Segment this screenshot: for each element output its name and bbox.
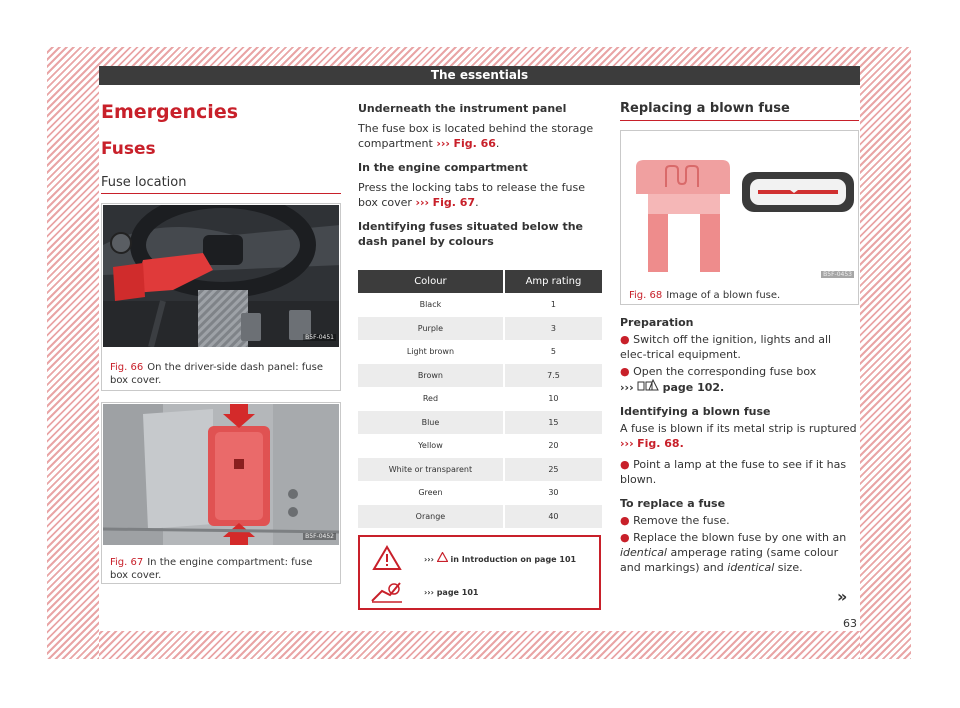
figure-67 — [101, 402, 341, 584]
heading-rule — [620, 120, 859, 121]
warning-triangle-icon — [372, 545, 402, 571]
caption-text: On the driver-side dash panel: fuse box cover. — [110, 362, 323, 386]
cross-reference-arrows: ››› — [415, 196, 430, 209]
cell-amp: 30 — [504, 481, 602, 505]
paragraph-text: Press the locking tabs to release the fuse box cover — [358, 181, 586, 209]
bullet-icon: ● — [620, 333, 630, 346]
table-row — [358, 364, 602, 388]
subheading-identify-blown-fuse: Identifying a blown fuse — [620, 405, 771, 418]
bullet-icon: ● — [620, 458, 630, 471]
heading-fuse-location: Fuse location — [101, 175, 187, 190]
cell-amp: 7.5 — [504, 364, 602, 388]
cell-colour: Yellow — [358, 434, 504, 458]
list-item-text: amperage rating (same colour and markings) and — [620, 546, 839, 574]
table-row — [358, 293, 602, 317]
blown-fuse-image — [622, 132, 857, 284]
dash-panel-image — [103, 205, 339, 347]
table-row — [358, 458, 602, 482]
heading-fuses: Fuses — [101, 139, 156, 159]
cross-reference-arrows: ››› — [436, 137, 450, 150]
engine-compartment-illustration — [103, 404, 339, 545]
bullet-icon: ● — [620, 365, 630, 378]
cell-colour: Brown — [358, 364, 504, 388]
caption-text: In the engine compartment: fuse box cover. — [110, 557, 313, 581]
reference-notice-box — [358, 535, 601, 610]
warning-small-icon — [437, 552, 448, 562]
list-item-text: Open the corresponding fuse box — [633, 365, 817, 378]
paragraph-text: The fuse box is located behind the storage compartment — [358, 122, 594, 150]
cell-colour: Red — [358, 387, 504, 411]
border-hatch-right — [860, 47, 911, 659]
figure-number: Fig. 66 — [110, 362, 144, 373]
page-number: 63 — [843, 617, 857, 630]
figure-number: Fig. 68 — [629, 290, 663, 301]
figure-caption — [110, 361, 330, 387]
dash-panel-illustration — [103, 205, 339, 347]
list-item-text: size. — [777, 561, 803, 574]
cell-amp: 40 — [504, 505, 602, 529]
figure-caption — [629, 289, 780, 302]
table-header-row — [358, 270, 602, 293]
figure-code: B5F-0453 — [823, 271, 852, 278]
paragraph-instrument-panel: The fuse box is located behind the storage compartment ››› Fig. 66. — [358, 122, 594, 150]
column-header-colour: Colour — [358, 270, 504, 293]
table-row — [358, 340, 602, 364]
emphasis-text: identical — [727, 561, 775, 574]
list-item-text: Switch off the ignition, lights and all elec-trical equipment. — [620, 333, 832, 361]
figure-68 — [620, 130, 859, 305]
link-fig-67[interactable]: Fig. 67 — [432, 196, 476, 209]
list-item-text: Point a lamp at the fuse to see if it has blown. — [620, 458, 847, 486]
link-page-102[interactable]: page 102. — [662, 381, 725, 394]
column-middle — [358, 101, 602, 249]
fuse-colour-table — [358, 270, 602, 528]
border-hatch-top — [47, 47, 911, 66]
figure-caption — [110, 556, 330, 582]
cell-amp: 5 — [504, 340, 602, 364]
border-hatch-bottom — [47, 631, 911, 659]
figure-code: B5F-0452 — [305, 533, 334, 540]
emphasis-text: identical — [620, 546, 667, 559]
heading-rule — [101, 193, 341, 194]
cell-colour: Light brown — [358, 340, 504, 364]
subheading-preparation: Preparation — [620, 316, 694, 329]
cross-reference-arrows: ››› — [620, 381, 634, 394]
chapter-header: The essentials — [99, 66, 860, 85]
engine-compartment-image — [103, 404, 339, 545]
cell-colour: Green — [358, 481, 504, 505]
cell-colour: Black — [358, 293, 504, 317]
cross-reference-arrows: ››› — [424, 588, 434, 597]
blown-fuse-illustration — [622, 132, 857, 284]
list-item — [620, 364, 860, 395]
cell-colour: Purple — [358, 317, 504, 341]
cross-reference-arrows: ››› — [424, 555, 434, 564]
note-reference[interactable] — [424, 588, 478, 597]
column-header-amp-rating: Amp rating — [504, 270, 602, 293]
list-item-text: Replace the blown fuse by one with an — [633, 531, 847, 544]
subheading-instrument-panel: Underneath the instrument panel — [358, 102, 567, 115]
cell-colour: Blue — [358, 411, 504, 435]
figure-66 — [101, 203, 341, 391]
warning-reference[interactable] — [424, 552, 576, 564]
cell-colour: Orange — [358, 505, 504, 529]
bullet-icon: ● — [620, 514, 630, 527]
heading-replacing-blown-fuse: Replacing a blown fuse — [620, 101, 790, 116]
list-item — [620, 513, 860, 528]
cell-amp: 25 — [504, 458, 602, 482]
list-item — [620, 530, 860, 575]
border-hatch-left — [47, 47, 99, 659]
bullet-icon: ● — [620, 531, 630, 544]
link-fig-68[interactable]: Fig. 68. — [637, 437, 684, 450]
list-item-text: Remove the fuse. — [633, 514, 730, 527]
table-row — [358, 317, 602, 341]
heading-emergencies: Emergencies — [101, 101, 239, 123]
link-fig-66[interactable]: Fig. 66 — [453, 137, 496, 150]
caption-text: Image of a blown fuse. — [666, 290, 781, 301]
cell-amp: 1 — [504, 293, 602, 317]
cell-amp: 15 — [504, 411, 602, 435]
figure-number: Fig. 67 — [110, 557, 144, 568]
table-row — [358, 434, 602, 458]
cell-colour: White or transparent — [358, 458, 504, 482]
list-item — [620, 332, 860, 362]
paragraph-engine-compartment: Press the locking tabs to release the fuse box cover ››› Fig. 67. — [358, 181, 586, 209]
cell-amp: 3 — [504, 317, 602, 341]
cross-reference-arrows: ››› — [620, 437, 634, 450]
cell-amp: 20 — [504, 434, 602, 458]
subheading-replace-fuse: To replace a fuse — [620, 497, 726, 510]
column-right — [620, 315, 860, 577]
table-row — [358, 505, 602, 529]
cell-amp: 10 — [504, 387, 602, 411]
figure-code: B5F-0451 — [305, 334, 334, 341]
continue-arrow: » — [837, 587, 848, 606]
table-row — [358, 481, 602, 505]
table-row — [358, 411, 602, 435]
environment-note-icon — [370, 579, 404, 605]
paragraph-text: A fuse is blown if its metal strip is ruptured — [620, 422, 857, 435]
paragraph-identify — [620, 421, 860, 451]
table-row — [358, 387, 602, 411]
subheading-engine-compartment: In the engine compartment — [358, 161, 528, 174]
note-reference-text: page 101 — [436, 588, 479, 597]
fuse-box-icon — [637, 379, 659, 391]
warning-reference-text: in Introduction on page 101 — [450, 555, 577, 564]
subheading-identify-by-colours: Identifying fuses situated below the dash panel by colours — [358, 220, 584, 248]
list-item — [620, 457, 860, 487]
